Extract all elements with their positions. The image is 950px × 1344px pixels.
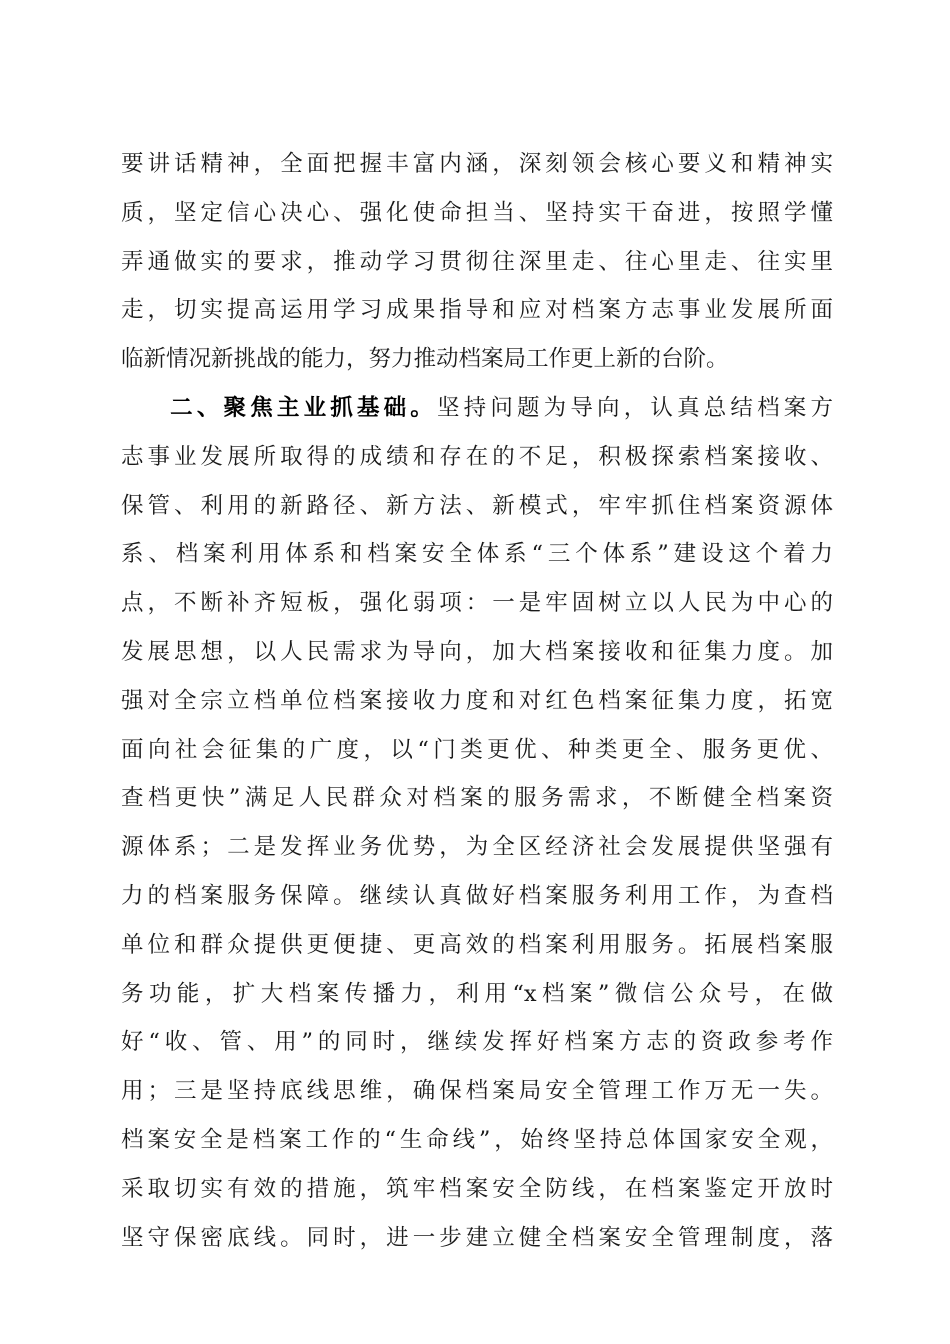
text-line: 单位和群众提供更便捷、更高效的档案利用服务。拓展档案服 [121, 931, 833, 958]
text-line: 临新情况新挑战的能力，努力推动档案局工作更上新的台阶。 [121, 346, 729, 373]
text-line: 发展思想，以人民需求为导向，加大档案接收和征集力度。加 [121, 638, 833, 665]
text-line: 点，不断补齐短板，强化弱项：一是牢固树立以人民为中心的 [121, 590, 833, 617]
text-line: 查档更快”满足人民群众对档案的服务需求，不断健全档案资 [121, 785, 833, 812]
section-heading: 二、聚焦主业抓基础。 [166, 394, 437, 421]
text-line: 好“收、管、用”的同时，继续发挥好档案方志的资政参考作 [121, 1029, 833, 1056]
text-line: 力的档案服务保障。继续认真做好档案服务利用工作，为查档 [121, 882, 833, 909]
text-line: 质，坚定信心决心、强化使命担当、坚持实干奋进，按照学懂 [121, 199, 833, 226]
text-line: 志事业发展所取得的成绩和存在的不足，积极探索档案接收、 [121, 443, 833, 470]
text-line: 源体系；二是发挥业务优势，为全区经济社会发展提供坚强有 [121, 834, 833, 861]
text-line: 系、档案利用体系和档案安全体系“三个体系”建设这个着力 [121, 541, 833, 568]
text-line: 强对全宗立档单位档案接收力度和对红色档案征集力度，拓宽 [121, 687, 833, 714]
text-line: 弄通做实的要求，推动学习贯彻往深里走、往心里走、往实里 [121, 248, 833, 275]
text-line: 保管、利用的新路径、新方法、新模式，牢牢抓住档案资源体 [121, 492, 833, 519]
body-text [121, 140, 833, 1262]
text-line: 走，切实提高运用学习成果指导和应对档案方志事业发展所面 [121, 297, 833, 324]
text-line: 务功能，扩大档案传播力，利用“x档案”微信公众号，在做 [121, 980, 833, 1007]
text-line: 用；三是坚持底线思维，确保档案局安全管理工作万无一失。 [121, 1078, 833, 1105]
text-line: 档案安全是档案工作的“生命线”，始终坚持总体国家安全观， [121, 1126, 833, 1153]
heading-line-text: 坚持问题为导向，认真总结档案方 [436, 394, 833, 421]
text-line: 要讲话精神，全面把握丰富内涵，深刻领会核心要义和精神实 [121, 151, 833, 177]
text-line: 坚守保密底线。同时，进一步建立健全档案安全管理制度，落 [121, 1224, 833, 1251]
text-line: 采取切实有效的措施，筑牢档案安全防线，在档案鉴定开放时 [121, 1175, 833, 1202]
text-line: 面向社会征集的广度，以“门类更优、种类更全、服务更优、 [121, 736, 833, 763]
section-heading-line [121, 384, 833, 433]
